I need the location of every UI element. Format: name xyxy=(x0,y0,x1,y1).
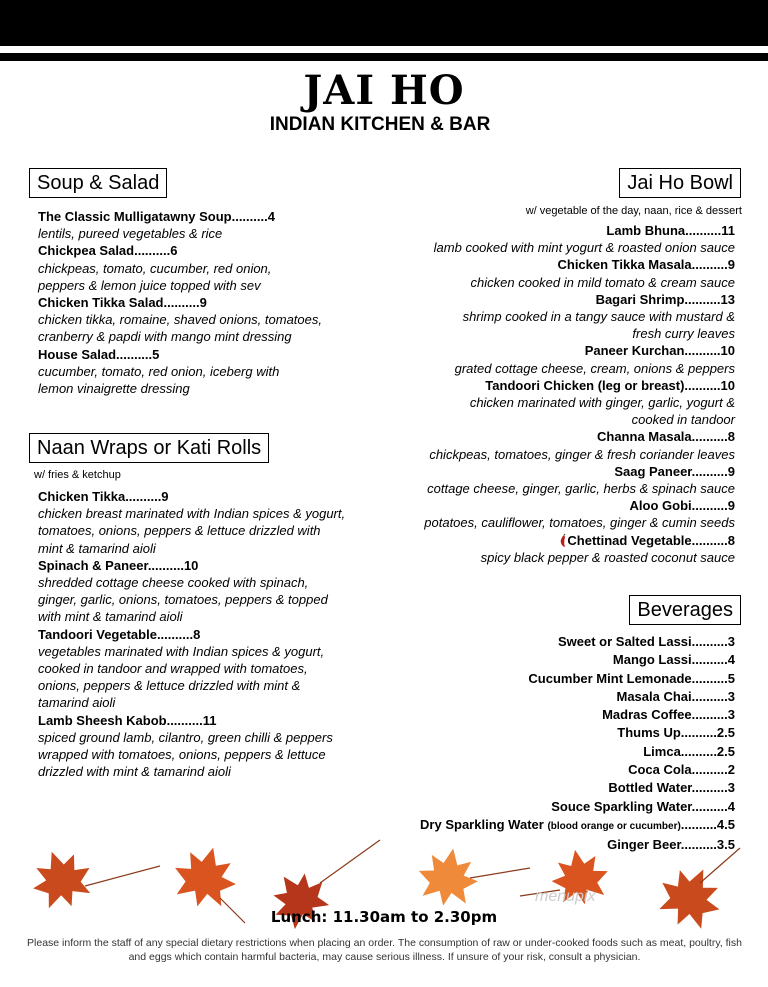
menu-item-description: cottage cheese, ginger, garlic, herbs & spinach sauce xyxy=(427,481,735,497)
menu-item-description: spiced ground lamb, cilantro, green chilli & peppers xyxy=(38,729,333,745)
leaf-stem-6 xyxy=(700,848,740,883)
menu-item-description: tomatoes, onions, peppers & lettuce drizzled with xyxy=(38,523,321,539)
menu-item-dry-sparkling-water: Dry Sparkling Water (blood orange or cucumber)..........4.5 xyxy=(420,816,735,832)
menu-item-chettinad-vegetable xyxy=(424,532,735,549)
menu-item-lamb-bhuna xyxy=(424,222,735,239)
menu-item-description: ginger, garlic, onions, tomatoes, peppers & topped xyxy=(38,592,328,608)
section-title-naan-wraps: Naan Wraps or Kati Rolls xyxy=(29,433,269,463)
menu-item-mango-lassi: Mango Lassi..........4 xyxy=(612,652,735,668)
leaf-icon-2 xyxy=(167,839,244,914)
menu-item-bagari-shrimp xyxy=(424,291,735,308)
menu-item-description: cooked in tandoor xyxy=(631,412,735,428)
menu-item-coca-cola: Coca Cola..........2 xyxy=(628,762,735,778)
section-title-jai-ho-bowl: Jai Ho Bowl xyxy=(619,168,741,198)
menu-item-cucumber-mint-lemonade: Cucumber Mint Lemonade..........5 xyxy=(528,670,735,686)
header-black-bar xyxy=(0,0,768,46)
menu-item-description: shredded cottage cheese cooked with spinach, xyxy=(38,575,309,591)
leaf-stem-3 xyxy=(320,840,380,883)
menu-item-description: cranberry & papdi with mango mint dressing xyxy=(38,329,292,345)
menu-item-the-classic-mulligatawny-soup xyxy=(38,208,368,225)
menu-item-name: Chettinad Vegetable..........8 xyxy=(567,532,735,548)
menu-item-description: lamb cooked with mint yogurt & roasted onion sauce xyxy=(433,240,735,256)
watermark: menupix xyxy=(535,888,596,905)
menu-item-chicken-tikka xyxy=(38,488,368,505)
menu-item-description: mint & tamarind aioli xyxy=(38,540,156,556)
naan-wraps-note: w/ fries & ketchup xyxy=(34,469,121,481)
menu-item-paneer-kurchan xyxy=(424,342,735,359)
naan-wraps-list xyxy=(38,488,368,780)
menu-item-name: Chicken Tikka Masala..........9 xyxy=(557,257,735,273)
menu-item-name: Spinach & Paneer..........10 xyxy=(38,557,199,573)
menu-item-ginger-beer: Ginger Beer..........3.5 xyxy=(607,837,735,853)
menu-item-chicken-tikka-salad xyxy=(38,294,368,311)
menu-item-description: chicken tikka, romaine, shaved onions, tomatoes, xyxy=(38,312,322,328)
menu-item-description: chickpeas, tomato, cucumber, red onion, xyxy=(38,260,272,276)
menu-item-description: tamarind aioli xyxy=(38,695,116,711)
menu-item-name: Bagari Shrimp..........13 xyxy=(595,291,735,307)
menu-item-description: with mint & tamarind aioli xyxy=(38,609,183,625)
bowl-list xyxy=(424,222,735,566)
menu-item-description: cooked in tandoor and wrapped with tomatoes, xyxy=(38,661,308,677)
section-title-soup-salad: Soup & Salad xyxy=(29,168,167,198)
restaurant-subtitle: INDIAN KITCHEN & BAR xyxy=(269,114,491,135)
menu-item-description: drizzled with mint & tamarind aioli xyxy=(38,764,231,780)
menu-item-description: cucumber, tomato, red onion, iceberg with xyxy=(38,363,280,379)
bowl-note: w/ vegetable of the day, naan, rice & dessert xyxy=(525,205,742,217)
menu-item-house-salad xyxy=(38,346,368,363)
menu-item-lamb-sheesh-kabob xyxy=(38,712,368,729)
section-title-beverages: Beverages xyxy=(629,595,741,625)
menu-item-madras-coffee: Madras Coffee..........3 xyxy=(602,707,735,723)
menu-item-description: spicy black pepper & roasted coconut sauce xyxy=(480,549,735,565)
menu-item-sweet-or-salted-lassi: Sweet or Salted Lassi..........3 xyxy=(557,634,735,649)
menu-item-description: lemon vinaigrette dressing xyxy=(38,381,190,397)
menu-item-description: potatoes, cauliflower, tomatoes, ginger & cumin seeds xyxy=(424,515,735,531)
menu-item-tandoori-vegetable xyxy=(38,626,368,643)
dietary-disclaimer: Please inform the staff of any special dietary restrictions when placing an order. The consumption of raw or under-cooked foods such as meat, poultry, fish and eggs which contain harmful bacteria, may cause serious illness. If unsure of your risk, consult a physician. xyxy=(27,937,742,963)
menu-item-description: chicken marinated with ginger, garlic, yogurt & xyxy=(469,395,735,411)
header-black-line xyxy=(0,53,768,61)
menu-item-bottled-water: Bottled Water..........3 xyxy=(608,780,735,796)
leaf-icon-3 xyxy=(260,860,338,938)
menu-item-saag-paneer xyxy=(424,463,735,480)
menu-item-name: Lamb Bhuna..........11 xyxy=(606,223,735,238)
menu-item-name: Lamb Sheesh Kabob..........11 xyxy=(38,712,217,728)
menu-item-description: fresh curry leaves xyxy=(632,326,735,342)
menu-item-name: The Classic Mulligatawny Soup..........4 xyxy=(38,209,275,224)
menu-item-limca: Limca..........2.5 xyxy=(643,743,735,759)
leaf-stem-1 xyxy=(85,866,160,886)
menu-item-description: shrimp cooked in a tangy sauce with mustard & xyxy=(462,309,735,325)
menu-item-name: House Salad..........5 xyxy=(38,346,160,362)
menu-item-name: Tandoori Chicken (leg or breast)..........10 xyxy=(485,377,735,393)
menu-item-description: peppers & lemon juice topped with sev xyxy=(38,277,261,293)
menu-item-description: wrapped with tomatoes, onions, peppers & lettuce xyxy=(38,747,326,763)
menu-item-name: Tandoori Vegetable..........8 xyxy=(38,626,201,642)
menu-item-name: Chicken Tikka..........9 xyxy=(38,489,169,504)
menu-item-masala-chai: Masala Chai..........3 xyxy=(616,688,735,704)
menu-item-description: chicken cooked in mild tomato & cream sauce xyxy=(470,274,735,290)
menu-item-name: Paneer Kurchan..........10 xyxy=(584,343,735,359)
menu-item-chicken-tikka-masala xyxy=(424,256,735,273)
menu-item-name: Channa Masala..........8 xyxy=(597,429,735,445)
menu-item-description: chicken breast marinated with Indian spices & yogurt, xyxy=(38,506,346,522)
leaf-icon-1 xyxy=(24,842,100,917)
menu-item-description: grated cottage cheese, cream, onions & peppers xyxy=(454,360,735,376)
menu-item-channa-masala xyxy=(424,428,735,445)
menu-item-name: Saag Paneer..........9 xyxy=(614,463,735,479)
menu-item-description: chickpeas, tomatoes, ginger & fresh coriander leaves xyxy=(429,446,735,462)
menu-item-description: onions, peppers & lettuce drizzled with mint & xyxy=(38,678,301,694)
soup-salad-list xyxy=(38,208,368,397)
menu-item-chickpea-salad xyxy=(38,242,368,259)
menu-item-description: vegetables marinated with Indian spices & yogurt, xyxy=(38,643,325,659)
menu-item-name: Chicken Tikka Salad..........9 xyxy=(38,295,207,311)
menu-item-spinach-paneer xyxy=(38,557,368,574)
menu-item-name: Aloo Gobi..........9 xyxy=(629,498,735,514)
beverages-list xyxy=(420,633,735,855)
menu-item-souce-sparkling-water: Souce Sparkling Water..........4 xyxy=(551,798,735,814)
menu-item-name: Chickpea Salad..........6 xyxy=(38,243,178,259)
restaurant-name: JAI HO xyxy=(303,67,465,114)
leaf-stem-4 xyxy=(470,868,530,878)
menu-item-description: lentils, pureed vegetables & rice xyxy=(38,226,223,242)
menu-item-thums-up: Thums Up..........2.5 xyxy=(617,725,735,741)
lunch-hours: Lunch: 11.30am to 2.30pm xyxy=(270,908,498,926)
menu-item-aloo-gobi xyxy=(424,497,735,514)
menu-item-tandoori-chicken-leg-or-breast xyxy=(424,377,735,394)
